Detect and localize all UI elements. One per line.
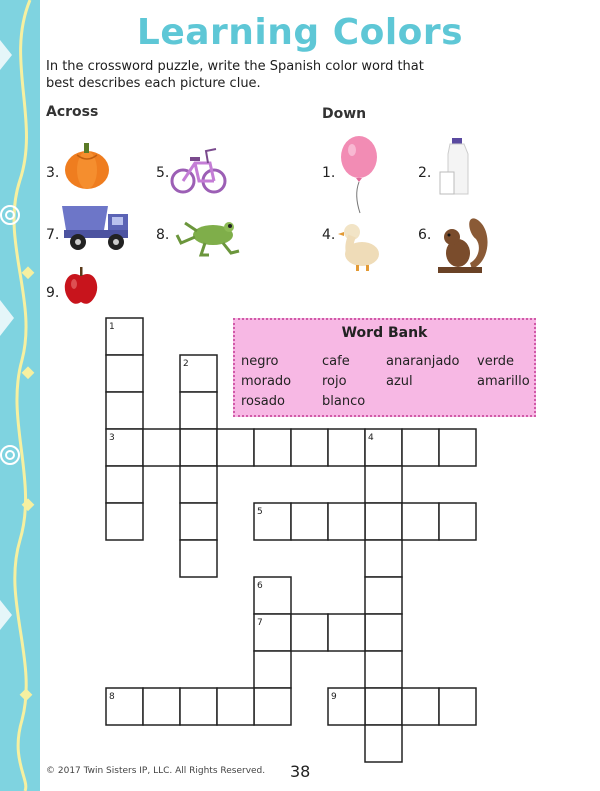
- crossword-clue-number: 8: [109, 692, 115, 702]
- crossword-clue-number: 6: [257, 581, 263, 591]
- page-number: 38: [290, 762, 311, 781]
- crossword-clue-number: 2: [183, 359, 189, 369]
- word-bank-word: rosado: [241, 394, 285, 409]
- crossword-cell[interactable]: [180, 429, 217, 466]
- crossword-cell[interactable]: [328, 503, 365, 540]
- crossword-cell[interactable]: [365, 577, 402, 614]
- word-bank-title: Word Bank: [341, 325, 428, 341]
- crossword-cell[interactable]: [291, 614, 328, 651]
- crossword-cell[interactable]: [106, 392, 143, 429]
- crossword-cell[interactable]: [180, 392, 217, 429]
- crossword-cell[interactable]: [328, 614, 365, 651]
- clue-number: 5.: [156, 165, 170, 181]
- crossword-cell[interactable]: [254, 651, 291, 688]
- crossword-cell[interactable]: [365, 651, 402, 688]
- crossword-cell[interactable]: [106, 355, 143, 392]
- word-bank-word: morado: [241, 374, 292, 389]
- crossword-cell[interactable]: [365, 614, 402, 651]
- crossword-cell[interactable]: [143, 429, 180, 466]
- crossword-cell[interactable]: [365, 540, 402, 577]
- crossword-clue-number: 3: [109, 433, 115, 443]
- crossword-cell[interactable]: [217, 429, 254, 466]
- crossword-cell[interactable]: [143, 688, 180, 725]
- clue-number: 2.: [418, 165, 432, 181]
- crossword-cell[interactable]: [291, 429, 328, 466]
- clue-number: 1.: [322, 165, 336, 181]
- crossword-cell[interactable]: [180, 540, 217, 577]
- crossword-clue-number: 7: [257, 618, 263, 628]
- copyright-footer: © 2017 Twin Sisters IP, LLC. All Rights Reserved.: [46, 766, 266, 776]
- crossword-cell[interactable]: [106, 503, 143, 540]
- word-bank-word: anaranjado: [386, 354, 460, 369]
- clue-number: 3.: [46, 165, 60, 181]
- crossword-cell[interactable]: [365, 688, 402, 725]
- crossword-cell[interactable]: [254, 688, 291, 725]
- word-bank-word: amarillo: [477, 374, 530, 389]
- clue-number: 7.: [46, 227, 60, 243]
- crossword-cell[interactable]: [180, 466, 217, 503]
- crossword-cell[interactable]: [402, 429, 439, 466]
- crossword-cell[interactable]: [291, 503, 328, 540]
- crossword-cell[interactable]: [439, 688, 476, 725]
- crossword-cell[interactable]: [402, 688, 439, 725]
- crossword-cell[interactable]: [439, 503, 476, 540]
- across-heading: Across: [46, 104, 99, 120]
- word-bank-word: cafe: [322, 354, 350, 369]
- page-title: Learning Colors: [136, 12, 464, 53]
- crossword-clue-number: 4: [368, 433, 374, 443]
- crossword-cell[interactable]: [402, 503, 439, 540]
- instructions: In the crossword puzzle, write the Spanish color word that best describes each picture clue.: [46, 59, 424, 91]
- crossword-clue-number: 9: [331, 692, 337, 702]
- crossword-cell[interactable]: [180, 503, 217, 540]
- word-bank-word: verde: [477, 354, 515, 369]
- down-heading: Down: [322, 106, 367, 122]
- word-bank-word: negro: [241, 354, 279, 369]
- clue-number: 9.: [46, 285, 60, 301]
- crossword-cell[interactable]: [217, 688, 254, 725]
- crossword-cell[interactable]: [254, 429, 291, 466]
- crossword-cell[interactable]: [365, 725, 402, 762]
- clue-number: 6.: [418, 227, 432, 243]
- word-bank-word: rojo: [322, 374, 347, 389]
- word-bank-word: blanco: [322, 394, 366, 409]
- crossword-cell[interactable]: [365, 503, 402, 540]
- crossword-clue-number: 1: [109, 322, 115, 332]
- crossword-clue-number: 5: [257, 507, 263, 517]
- clue-number: 4.: [322, 227, 336, 243]
- crossword-cell[interactable]: [439, 429, 476, 466]
- crossword-cell[interactable]: [106, 466, 143, 503]
- word-bank-word: azul: [386, 374, 413, 389]
- crossword-cell[interactable]: [365, 466, 402, 503]
- crossword-cell[interactable]: [328, 429, 365, 466]
- clue-number: 8.: [156, 227, 170, 243]
- crossword-cell[interactable]: [180, 688, 217, 725]
